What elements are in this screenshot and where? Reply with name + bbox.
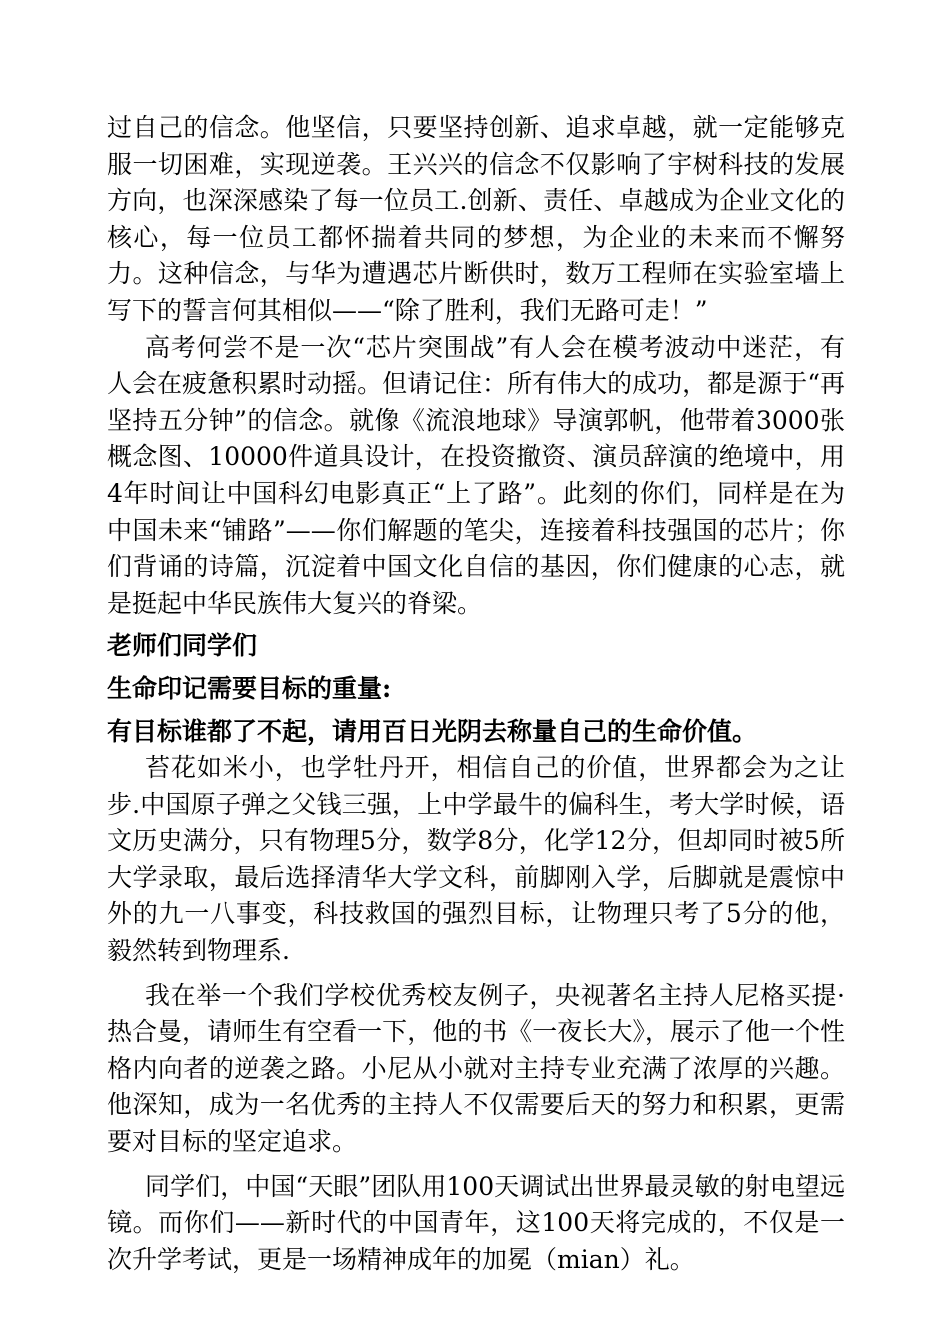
heading-goal-weight: 生命印记需要目标的重量:	[107, 673, 392, 703]
paragraph-gaokao: 高考何尝不是一次“芯片突围战”有人会在模考波动中迷茫，有人会在疲惫积累时动摇。但请记住：所有伟大的成功，都是源于“再坚持五分钟”的信念。就像《流浪地球》导演郭帆，他带着3000张概念图、10000件道具设计，在投资撤资、演员辞演的绝境中，用4年时间让中国科幻电影真正“上了路”。此刻的你们，同样是在为中国未来“铺路”——你们解题的笔尖，连接着科技强国的芯片；你们背诵的诗篇，沉淀着中国文化自信的基因，你们健康的心志，就是挺起中华民族伟大复兴的脊梁。	[107, 332, 845, 618]
paragraph-tianyan: 同学们，中国“天眼”团队用100天调试出世界最灵敏的射电望远镜。而你们——新时代的中国青年，这100天将完成的，不仅是一次升学考试，更是一场精神成年的加冕（mian）礼。	[107, 1171, 845, 1274]
heading-greeting: 老师们同学们	[107, 631, 258, 661]
paragraph-belief: 过自己的信念。他坚信，只要坚持创新、追求卓越，就一定能够克服一切困难，实现逆袭。王兴兴的信念不仅影响了宇树科技的发展方向，也深深感染了每一位员工.创新、责任、卓越成为企业文化的核心，每一位员工都怀揣着共同的梦想，为企业的未来而不懈努力。这种信念，与华为遭遇芯片断供时，数万工程师在实验室墙上写下的誓言何其相似——“除了胜利，我们无路可走！”	[107, 113, 845, 325]
heading-goal-value: 有目标谁都了不起，请用百日光阴去称量自己的生命价值。	[107, 716, 758, 746]
document-page	[107, 110, 845, 1278]
paragraph-alumni: 我在举一个我们学校优秀校友例子，央视著名主持人尼格买提·热合曼，请师生有空看一下，他的书《一夜长大》，展示了他一个性格内向者的逆袭之路。小尼从小就对主持专业充满了浓厚的兴趣。他深知，成为一名优秀的主持人不仅需要后天的努力和积累，更需要对目标的坚定追求。	[107, 980, 845, 1157]
paragraph-qian-sanqiang: 苔花如米小，也学牡丹开，相信自己的价值，世界都会为之让步.中国原子弹之父钱三强，上中学最牛的偏科生，考大学时候，语文历史满分，只有物理5分，数学8分，化学12分，但却同时被5所大学录取，最后选择清华大学文科，前脚刚入学，后脚就是震惊中外的九一八事变，科技救国的强烈目标，让物理只考了5分的他，毅然转到物理系.	[107, 753, 845, 966]
